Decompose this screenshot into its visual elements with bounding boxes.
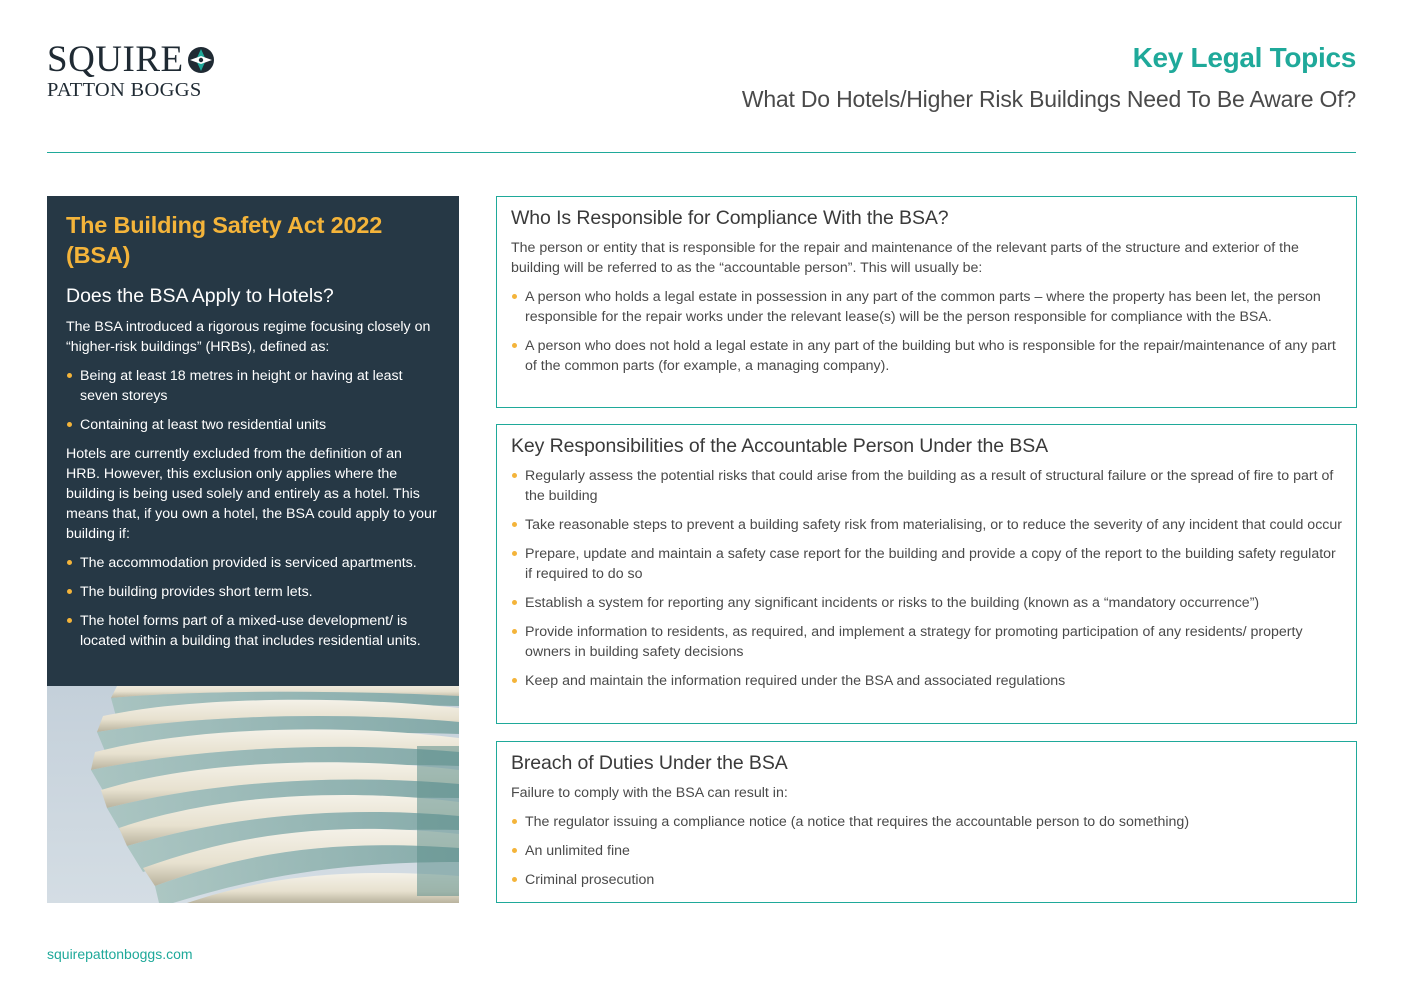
list-item: Take reasonable steps to prevent a building safety risk from materialising, or to reduce the severity of any incident that could occur bbox=[511, 515, 1342, 535]
header-divider bbox=[47, 152, 1356, 153]
bsa-overview-panel bbox=[47, 196, 459, 686]
company-logo bbox=[47, 39, 217, 101]
panel-title: The Building Safety Act 2022 (BSA) bbox=[66, 212, 383, 268]
panel-body: Hotels are currently excluded from the definition of an HRB. However, this exclusion only applies where the building is being used solely and entirely as a hotel. This means that, if you own a hotel, the BSA could apply to your building if: bbox=[66, 446, 437, 542]
hrb-criteria-list bbox=[66, 366, 439, 435]
panel-intro: The BSA introduced a rigorous regime focusing closely on “higher-risk buildings” (HRBs), defined as: bbox=[66, 319, 431, 355]
list-item: The hotel forms part of a mixed-use development/ is located within a building that includes residential units. bbox=[66, 611, 439, 651]
box-intro: Failure to comply with the BSA can result in: bbox=[511, 785, 788, 801]
box-heading: Breach of Duties Under the BSA bbox=[511, 752, 788, 774]
footer-website-link[interactable]: squirepattonboggs.com bbox=[47, 946, 193, 962]
list-item: A person who does not hold a legal estate in any part of the building but who is responsible for the repair/maintenance of any part of the common parts (for example, a managing company). bbox=[511, 336, 1342, 376]
list-item: Provide information to residents, as required, and implement a strategy for promoting participation of any residents/ property owners in building safety decisions bbox=[511, 622, 1342, 662]
page-title: Key Legal Topics bbox=[1132, 42, 1356, 73]
list-item: Regularly assess the potential risks that could arise from the building as a result of structural failure or the spread of fire to part of the building bbox=[511, 466, 1342, 506]
building-photo bbox=[47, 686, 459, 903]
list-item: Criminal prosecution bbox=[511, 870, 1342, 890]
box-intro: The person or entity that is responsible for the repair and maintenance of the relevant parts of the structure and exterior of the building will be referred to as the “accountable person”. This will usually be: bbox=[511, 240, 1299, 276]
list-item: Containing at least two residential units bbox=[66, 415, 439, 435]
accountable-person-list bbox=[511, 287, 1342, 376]
list-item: A person who holds a legal estate in possession in any part of the common parts – where the property has been let, the person responsible for the repair works under the relevant lease(s) will be the person responsible for compliance with the BSA. bbox=[511, 287, 1342, 327]
logo-wordmark-patton-boggs: PATTON BOGGS bbox=[47, 79, 202, 101]
list-item: The regulator issuing a compliance notice (a notice that requires the accountable person to do something) bbox=[511, 812, 1342, 832]
penalties-list bbox=[511, 812, 1342, 890]
key-responsibilities-box bbox=[496, 424, 1357, 724]
list-item: Prepare, update and maintain a safety case report for the building and provide a copy of the report to the building safety regulator if required to do so bbox=[511, 544, 1342, 584]
list-item: Keep and maintain the information required under the BSA and associated regulations bbox=[511, 671, 1342, 691]
list-item: The accommodation provided is serviced apartments. bbox=[66, 553, 439, 573]
logo-compass-icon bbox=[186, 45, 216, 75]
box-heading: Key Responsibilities of the Accountable Person Under the BSA bbox=[511, 435, 1049, 457]
logo-wordmark-squire: SQUIRE bbox=[47, 39, 184, 80]
list-item: The building provides short term lets. bbox=[66, 582, 439, 602]
responsibilities-list bbox=[511, 466, 1342, 691]
box-heading: Who Is Responsible for Compliance With the BSA? bbox=[511, 207, 949, 229]
list-item: An unlimited fine bbox=[511, 841, 1342, 861]
hotel-conditions-list bbox=[66, 553, 439, 651]
responsibility-box bbox=[496, 196, 1357, 408]
list-item: Establish a system for reporting any significant incidents or risks to the building (known as a “mandatory occurrence”) bbox=[511, 593, 1342, 613]
breach-of-duties-box bbox=[496, 741, 1357, 903]
page-subtitle: What Do Hotels/Higher Risk Buildings Need To Be Aware Of? bbox=[741, 86, 1356, 112]
panel-heading: Does the BSA Apply to Hotels? bbox=[66, 285, 334, 307]
list-item: Being at least 18 metres in height or having at least seven storeys bbox=[66, 366, 439, 406]
